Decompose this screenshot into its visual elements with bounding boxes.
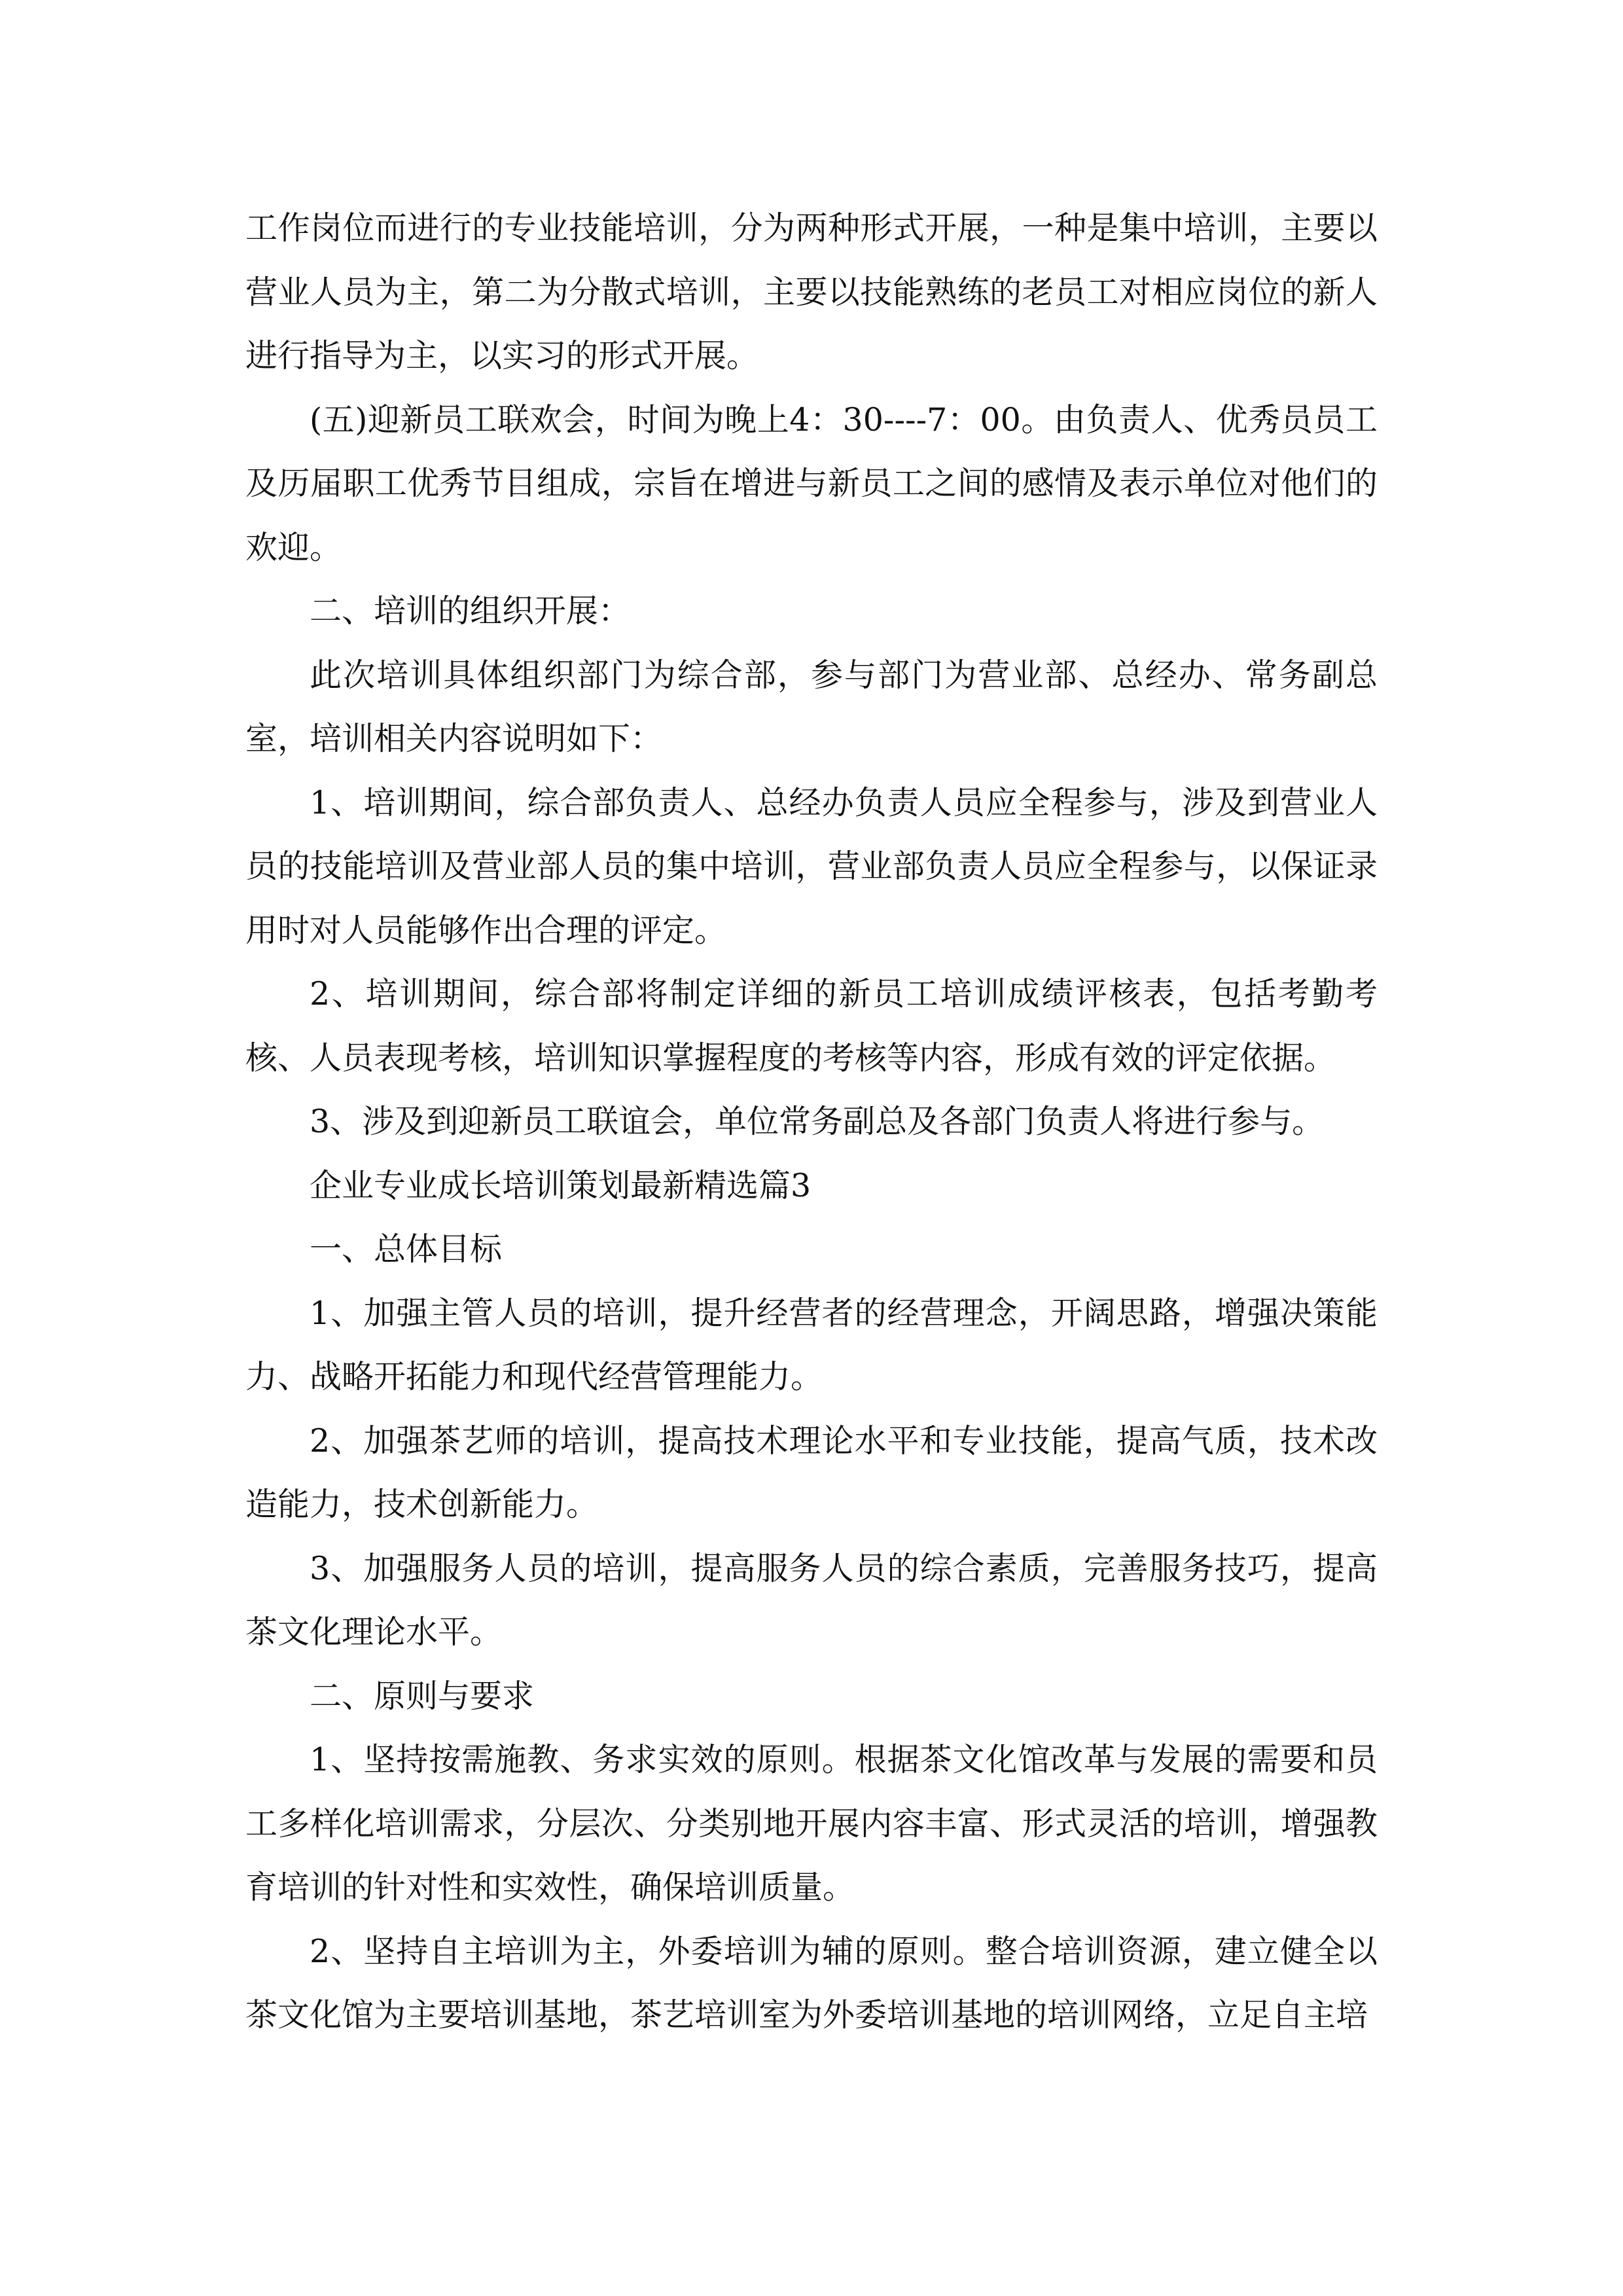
goal-item-3: 3、加强服务人员的培训，提高服务人员的综合素质，完善服务技巧，提高茶文化理论水平。: [245, 1549, 1378, 1651]
paragraph-continued-training-forms: 工作岗位而进行的专业技能培训，分为两种形式开展，一种是集中培训，主要以营业人员为主，第二为分散式培训，主要以技能熟练的老员工对相应岗位的新人进行指导为主，以实习的形式开展。: [245, 209, 1378, 374]
section-heading-principles: 二、原则与要求: [310, 1677, 535, 1715]
goal-item-1: 1、加强主管人员的培训，提升经营者的经营理念，开阔思路，增强决策能力、战略开拓能力和现代经营管理能力。: [245, 1294, 1378, 1395]
paragraph-welcome-party: (五)迎新员工联欢会，时间为晚上4：30----7：00。由负责人、优秀员员工及历届职工优秀节目组成，宗旨在增进与新员工之间的感情及表示单位对他们的欢迎。: [245, 401, 1378, 566]
principle-item-1: 1、坚持按需施教、务求实效的原则。根据茶文化馆改革与发展的需要和员工多样化培训需求，分层次、分类别地开展内容丰富、形式灵活的培训，增强教育培训的针对性和实效性，确保培训质量。: [245, 1741, 1378, 1906]
section-heading-organization: 二、培训的组织开展：: [310, 592, 631, 630]
goal-item-2: 2、加强茶艺师的培训，提高技术理论水平和专业技能，提高气质，技术改造能力，技术创新能力。: [245, 1422, 1378, 1523]
section-heading-overall-goals: 一、总体目标: [310, 1230, 503, 1268]
principle-item-2: 2、坚持自主培训为主，外委培训为辅的原则。整合培训资源，建立健全以茶文化馆为主要培训基地，茶艺培训室为外委培训基地的培训网络，立足自主培: [245, 1932, 1378, 2034]
document-body: [245, 196, 1378, 2047]
article-title: 企业专业成长培训策划最新精选篇3: [310, 1166, 812, 1204]
paragraph-organizing-departments: 此次培训具体组织部门为综合部，参与部门为营业部、总经办、常务副总室，培训相关内容说明如下：: [245, 656, 1378, 757]
list-item-2: 2、培训期间，综合部将制定详细的新员工培训成绩评核表，包括考勤考核、人员表现考核，培训知识掌握程度的考核等内容，形成有效的评定依据。: [245, 975, 1378, 1077]
list-item-3: 3、涉及到迎新员工联谊会，单位常务副总及各部门负责人将进行参与。: [310, 1103, 1325, 1140]
list-item-1: 1、培训期间，综合部负责人、总经办负责人员应全程参与，涉及到营业人员的技能培训及营业部人员的集中培训，营业部负责人员应全程参与，以保证录用时对人员能够作出合理的评定。: [245, 783, 1378, 949]
